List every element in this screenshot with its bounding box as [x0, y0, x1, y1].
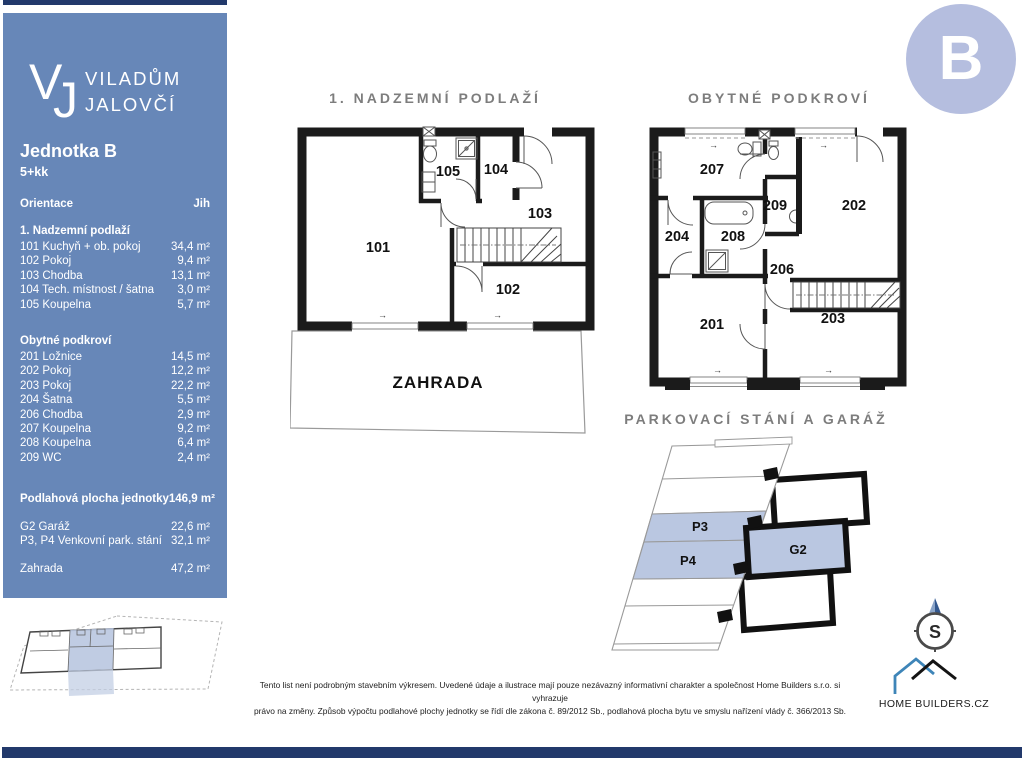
- summary-garage-value: 22,6 m²: [171, 521, 210, 533]
- room-name: 105 Koupelna: [20, 298, 91, 311]
- room-row: [20, 422, 210, 436]
- compass-north-letter: S: [928, 622, 942, 642]
- room-area: 3,0 m²: [177, 284, 210, 297]
- floor2-heading: Obytné podkroví: [20, 335, 112, 347]
- bottom-navy-bar: [2, 747, 1022, 758]
- room-name: 101 Kuchyň + ob. pokoj: [20, 241, 141, 253]
- logo-monogram-v: V: [29, 54, 63, 110]
- room-area: 22,2 m²: [171, 379, 210, 392]
- room-row: [20, 379, 210, 393]
- room-name: 208 Koupelna: [20, 437, 91, 450]
- logo-monogram-j: J: [53, 72, 78, 128]
- parking-plan-drawing: [600, 434, 912, 662]
- logo-line-1: VILADŮM: [85, 68, 182, 89]
- summary-total-value: 146,9 m²: [168, 493, 215, 505]
- summary-garden-label: Zahrada: [20, 563, 63, 575]
- room-row: [20, 240, 210, 254]
- room-label-105: 105: [435, 164, 461, 180]
- floor1-room-list: [20, 240, 210, 312]
- disclaimer-line-1: Tento list není podrobným stavebním výkresem. Uvedené údaje a ilustrace mají pouze nezávazný informativní charakter a společnost Home Builders s.r.o. si vyhrazuje: [259, 680, 841, 704]
- unit-badge: [906, 4, 1016, 114]
- room-row: [20, 408, 210, 422]
- logo-house-black: [912, 661, 956, 679]
- floor2-stairs: [793, 282, 900, 308]
- summary-parking-row: [20, 534, 210, 548]
- room-label-102: 102: [495, 282, 521, 298]
- svg-text:→: →: [713, 365, 722, 375]
- room-name: 209 WC: [20, 451, 62, 464]
- room-name: 206 Chodba: [20, 408, 83, 421]
- floor2-outer-walls: [654, 132, 902, 382]
- room-area: 9,2 m²: [177, 422, 210, 435]
- room-label-104: 104: [483, 162, 509, 178]
- logo-line-2: JALOVČÍ: [85, 94, 177, 115]
- homebuilders-brand-text: HOME BUILDERS.CZ: [878, 698, 990, 710]
- room-name: 204 Šatna: [20, 394, 73, 407]
- orientation-row: [20, 197, 210, 211]
- floor2-room-list: [20, 350, 210, 465]
- room-row: [20, 436, 210, 450]
- unit-title: Jednotka B: [20, 141, 118, 161]
- room-row: [20, 364, 210, 378]
- room-area: 13,1 m²: [171, 269, 210, 282]
- room-row: [20, 298, 210, 312]
- site-plan: [4, 606, 236, 706]
- floor2-plan-title: OBYTNÉ PODKROVÍ: [688, 90, 870, 106]
- svg-text:→: →: [824, 365, 833, 375]
- sidebar: [3, 13, 227, 598]
- summary-garden-row: [20, 562, 210, 576]
- room-name: 201 Ložnice: [20, 351, 83, 363]
- logo-wordmark: [85, 66, 181, 118]
- room-label-206: 206: [769, 262, 795, 278]
- summary-garage-label: G2 Garáž: [20, 521, 70, 533]
- homebuilders-logo-icon: [885, 648, 990, 696]
- room-name: 203 Pokoj: [20, 379, 72, 392]
- parking-label-p4: P4: [680, 553, 696, 568]
- room-label-202: 202: [841, 198, 867, 214]
- parking-label-p3: P3: [692, 519, 708, 534]
- floor1-plan-drawing: [290, 124, 596, 438]
- svg-text:→: →: [709, 140, 718, 150]
- floor2-entrance-gap: [857, 124, 883, 137]
- room-row: [20, 451, 210, 465]
- room-name: 104 Tech. místnost / šatna: [20, 284, 155, 297]
- room-area: 12,2 m²: [171, 365, 210, 378]
- orientation-value: Jih: [193, 198, 210, 210]
- parking-label-g2: G2: [789, 542, 807, 557]
- room-label-204: 204: [664, 229, 690, 245]
- room-area: 9,4 m²: [177, 255, 210, 268]
- floor1-heading: 1. Nadzemní podlaží: [20, 225, 130, 237]
- svg-text:→: →: [378, 310, 387, 320]
- room-area: 6,4 m²: [177, 437, 210, 450]
- summary-garage-row: [20, 520, 210, 534]
- disclaimer-line-2: právo na změny. Způsob výpočtu podlahové plochy jednotky se řídí dle zákona č. 89/2012 Sb., podlahová plocha bytu ve smyslu nařízení vlády č. 366/2013 Sb.: [253, 706, 847, 717]
- room-row: [20, 283, 210, 297]
- top-navy-bar: [3, 0, 227, 5]
- room-label-209: 209: [762, 198, 788, 214]
- room-area: 2,4 m²: [177, 451, 210, 464]
- room-label-207: 207: [699, 162, 725, 178]
- svg-text:→: →: [819, 140, 828, 150]
- room-name: 103 Chodba: [20, 269, 83, 282]
- room-name: 207 Koupelna: [20, 422, 91, 435]
- room-area: 14,5 m²: [171, 351, 210, 363]
- room-row: [20, 269, 210, 283]
- room-area: 5,7 m²: [177, 298, 210, 311]
- room-label-208: 208: [720, 229, 746, 245]
- room-area: 5,5 m²: [177, 394, 210, 407]
- orientation-label: Orientace: [20, 198, 74, 210]
- room-label-101: 101: [365, 240, 391, 256]
- room-row: [20, 393, 210, 407]
- room-area: 34,4 m²: [171, 241, 210, 253]
- summary-total-label: Podlahová plocha jednotky: [20, 493, 169, 505]
- floor1-stairs: [457, 228, 561, 262]
- room-name: 102 Pokoj: [20, 255, 72, 268]
- room-row: [20, 350, 210, 364]
- floor2-plan-drawing: [643, 124, 913, 392]
- unit-badge-letter: B: [938, 24, 984, 93]
- parking-plan-title: PARKOVACÍ STÁNÍ A GARÁŽ: [624, 411, 888, 427]
- room-name: 202 Pokoj: [20, 365, 72, 378]
- site-garden-b-highlight: [68, 669, 114, 696]
- floor1-plan-title: 1. NADZEMNÍ PODLAŽÍ: [329, 90, 541, 106]
- room-label-201: 201: [699, 317, 725, 333]
- garden-label: ZAHRADA: [392, 373, 484, 392]
- room-row: [20, 254, 210, 268]
- summary-garden-value: 47,2 m²: [171, 563, 210, 575]
- summary-parking-label: P3, P4 Venkovní park. stání: [20, 535, 162, 547]
- room-label-203: 203: [820, 311, 846, 327]
- disclaimer: [252, 679, 848, 718]
- summary-total-row: [20, 492, 215, 506]
- summary-parking-value: 32,1 m²: [171, 535, 210, 547]
- svg-text:→: →: [493, 310, 502, 320]
- unit-layout: 5+kk: [20, 165, 49, 179]
- room-label-103: 103: [527, 206, 553, 222]
- room-area: 2,9 m²: [177, 408, 210, 421]
